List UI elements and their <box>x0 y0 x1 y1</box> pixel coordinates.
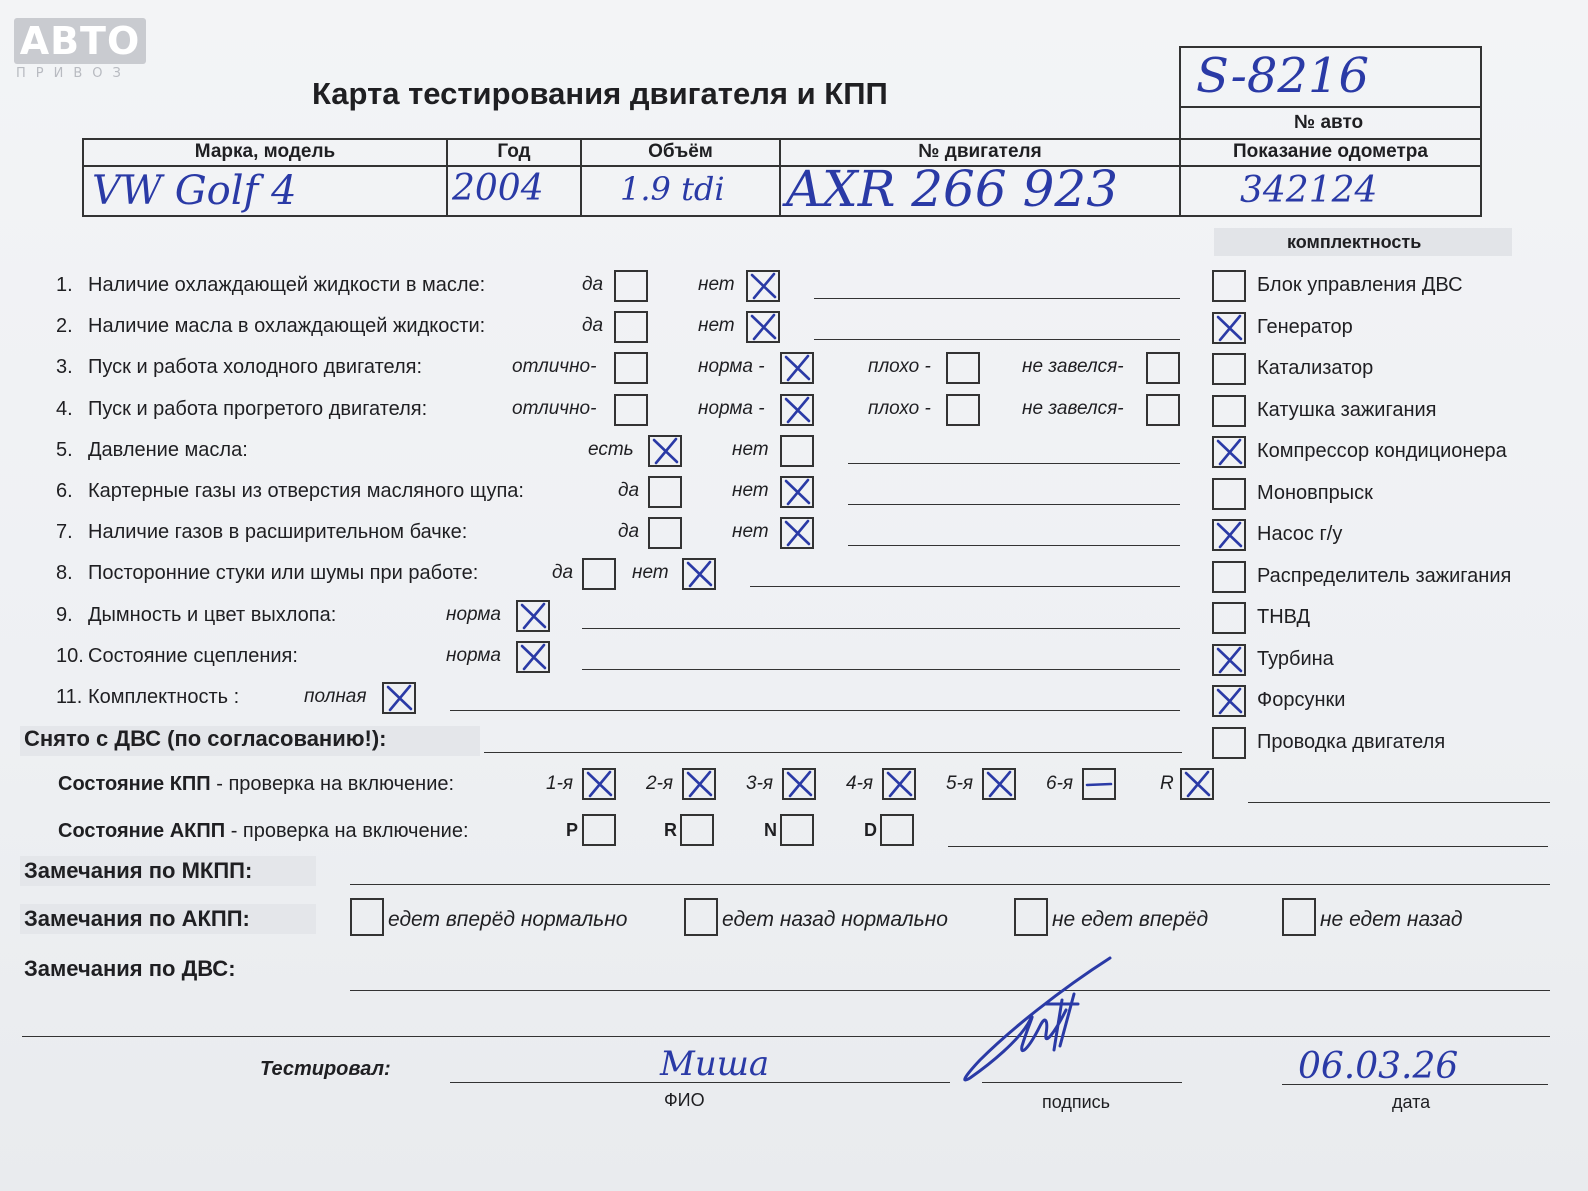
option-checkbox[interactable] <box>648 435 682 467</box>
option-label: да <box>618 480 640 501</box>
question-number: 2. <box>56 315 73 338</box>
completeness-checkbox[interactable] <box>1212 353 1246 385</box>
akpp-mode-checkbox[interactable] <box>880 814 914 846</box>
gear-label: 5-я <box>946 773 974 794</box>
option-label: да <box>582 274 604 295</box>
header-engine-number: № двигателя <box>918 141 1042 162</box>
option-checkbox[interactable] <box>780 435 814 467</box>
option-label: норма - <box>698 356 765 378</box>
completeness-checkbox[interactable] <box>1212 436 1246 468</box>
question-text: Наличие газов в расширительном бачке: <box>88 521 468 544</box>
option-checkbox[interactable] <box>746 311 780 343</box>
completeness-checkbox[interactable] <box>1212 685 1246 717</box>
header-volume: Объём <box>648 141 713 162</box>
check-mark-icon <box>782 396 812 424</box>
fio-value: Миша <box>660 1044 770 1084</box>
check-mark-icon <box>782 478 812 506</box>
option-label: да <box>582 315 604 337</box>
question-number: 3. <box>56 356 73 379</box>
akpp-remark-checkbox[interactable] <box>1014 898 1048 936</box>
option-label: норма - <box>698 397 765 419</box>
auto-number-label: № авто <box>1294 112 1364 133</box>
completeness-item-label: ТНВД <box>1257 606 1311 628</box>
option-checkbox[interactable] <box>780 476 814 508</box>
gear-checkbox[interactable] <box>882 768 916 800</box>
question-number: 10. <box>56 644 84 667</box>
option-label: нет <box>732 438 769 460</box>
answer-line <box>814 339 1180 340</box>
akpp-mode-label: D <box>864 820 877 840</box>
option-checkbox[interactable] <box>780 394 814 426</box>
option-checkbox[interactable] <box>1146 394 1180 426</box>
option-label: нет <box>632 562 669 584</box>
gear-checkbox[interactable] <box>982 768 1016 800</box>
gear-label: 2-я <box>646 773 674 794</box>
check-mark-icon <box>748 272 778 300</box>
question-number: 9. <box>56 603 73 626</box>
akpp-mode-checkbox[interactable] <box>680 814 714 846</box>
question-text: Состояние сцепления: <box>88 644 298 667</box>
akpp-mode-checkbox[interactable] <box>582 814 616 846</box>
removed-label: Снято с ДВС (по согласованию!): <box>24 726 387 751</box>
answer-line <box>814 298 1180 299</box>
option-label: да <box>552 562 574 584</box>
question-number: 4. <box>56 397 73 420</box>
completeness-checkbox[interactable] <box>1212 395 1246 427</box>
volume-value: 1.9 tdi <box>620 170 725 208</box>
option-label: нет <box>732 480 769 501</box>
gear-label: R <box>1160 773 1174 794</box>
akpp-mode-label: P <box>566 820 579 840</box>
completeness-item-label: Проводка двигателя <box>1257 730 1446 753</box>
signature-mark <box>950 950 1130 1090</box>
question-text: Пуск и работа холодного двигателя: <box>88 356 423 379</box>
question-text: Картерные газы из отверстия масляного щупа: <box>88 480 524 502</box>
header-year: Год <box>497 141 531 162</box>
akpp-mode-checkbox[interactable] <box>780 814 814 846</box>
check-mark-icon <box>1182 770 1212 798</box>
option-label: норма <box>446 644 501 666</box>
gear-checkbox[interactable] <box>782 768 816 800</box>
make-model-value: VW Golf 4 <box>92 168 297 214</box>
gear-checkbox[interactable] <box>1180 768 1214 800</box>
akpp-remark-label: не едет назад <box>1320 908 1463 931</box>
option-checkbox[interactable] <box>648 517 682 549</box>
answer-line <box>848 545 1180 546</box>
check-mark-icon <box>1214 521 1244 549</box>
option-checkbox[interactable] <box>614 394 648 426</box>
completeness-checkbox[interactable] <box>1212 727 1246 759</box>
akpp-remark-label: едет вперёд нормально <box>388 908 628 931</box>
completeness-header: комплектность <box>1287 232 1422 252</box>
check-mark-icon <box>684 560 714 588</box>
gear-label: 3-я <box>746 773 774 794</box>
question-text: Посторонние стуки или шумы при работе: <box>88 562 479 585</box>
option-label: норма <box>446 603 501 625</box>
completeness-item-label: Турбина <box>1257 647 1334 670</box>
remarks-dvs-label: Замечания по ДВС: <box>24 956 236 981</box>
option-checkbox[interactable] <box>614 311 648 343</box>
option-checkbox[interactable] <box>582 558 616 590</box>
completeness-checkbox[interactable] <box>1212 561 1246 593</box>
check-mark-icon <box>1214 687 1244 715</box>
option-checkbox[interactable] <box>516 600 550 632</box>
completeness-checkbox[interactable] <box>1212 478 1246 510</box>
option-checkbox[interactable] <box>516 641 550 673</box>
check-mark-icon <box>384 684 414 712</box>
question-number: 5. <box>56 438 73 461</box>
akpp-remark-checkbox[interactable] <box>350 898 384 936</box>
fio-label: ФИО <box>664 1090 705 1110</box>
check-mark-icon <box>650 437 680 465</box>
header-odometer: Показание одометра <box>1233 141 1428 162</box>
akpp-remark-checkbox[interactable] <box>1282 898 1316 936</box>
option-label: плохо - <box>868 397 931 419</box>
completeness-checkbox[interactable] <box>1212 519 1246 551</box>
completeness-checkbox[interactable] <box>1212 270 1246 302</box>
question-text: Дымность и цвет выхлопа: <box>88 603 337 626</box>
check-mark-icon <box>748 313 778 341</box>
check-mark-icon <box>1214 314 1244 342</box>
question-number: 1. <box>56 274 73 296</box>
option-label: нет <box>732 521 769 543</box>
tested-label: Тестировал: <box>260 1058 391 1080</box>
option-checkbox[interactable] <box>946 352 980 384</box>
question-text: Наличие масла в охлаждающей жидкости: <box>88 315 486 338</box>
dash-mark-icon <box>1084 770 1114 798</box>
option-label: есть <box>588 438 634 460</box>
check-mark-icon <box>782 354 812 382</box>
check-mark-icon <box>684 770 714 798</box>
option-label: да <box>618 521 640 543</box>
option-label: нет <box>698 315 735 337</box>
akpp-mode-label: R <box>664 820 677 840</box>
option-checkbox[interactable] <box>946 394 980 426</box>
option-checkbox[interactable] <box>780 517 814 549</box>
check-mark-icon <box>518 643 548 671</box>
question-number: 7. <box>56 521 73 544</box>
option-checkbox[interactable] <box>614 352 648 384</box>
option-checkbox[interactable] <box>648 476 682 508</box>
option-label: не завелся- <box>1022 356 1124 378</box>
option-checkbox[interactable] <box>382 682 416 714</box>
check-mark-icon <box>984 770 1014 798</box>
option-checkbox[interactable] <box>614 270 648 302</box>
option-checkbox[interactable] <box>746 270 780 302</box>
completeness-item-label: Катушка зажигания <box>1257 398 1437 421</box>
answer-line <box>582 669 1180 670</box>
question-text: Комплектность : <box>88 686 240 708</box>
question-text: Давление масла: <box>88 438 248 461</box>
option-checkbox[interactable] <box>1146 352 1180 384</box>
completeness-item-label: Насос г/у <box>1257 523 1343 545</box>
answer-line <box>848 463 1180 464</box>
page-title: Карта тестирования двигателя и КПП <box>312 76 888 111</box>
gear-label: 1-я <box>546 773 574 794</box>
answer-line <box>848 504 1180 505</box>
completeness-item-label: Блок управления ДВС <box>1257 274 1463 296</box>
option-label: не завелся- <box>1022 397 1124 419</box>
date-label: дата <box>1392 1092 1431 1112</box>
check-mark-icon <box>1214 646 1244 674</box>
check-mark-icon <box>782 519 812 547</box>
option-label: нет <box>698 274 735 295</box>
akpp-remark-label: не едет вперёд <box>1052 908 1209 931</box>
question-number: 6. <box>56 480 73 502</box>
option-label: полная <box>304 686 367 707</box>
remarks-mkpp-label: Замечания по МКПП: <box>24 858 253 883</box>
gear-checkbox[interactable] <box>1082 768 1116 800</box>
question-text: Наличие охлаждающей жидкости в масле: <box>88 274 486 296</box>
completeness-checkbox[interactable] <box>1212 602 1246 634</box>
watermark-logo-sub: ПРИВОЗ <box>16 66 131 81</box>
check-mark-icon <box>584 770 614 798</box>
remarks-akpp-label: Замечания по АКПП: <box>24 906 250 931</box>
completeness-checkbox[interactable] <box>1212 312 1246 344</box>
gear-label: 4-я <box>846 773 874 794</box>
check-mark-icon <box>884 770 914 798</box>
gear-label: 6-я <box>1046 773 1074 794</box>
completeness-item-label: Компрессор кондиционера <box>1257 440 1507 462</box>
auto-number-value: S-8216 <box>1196 48 1370 104</box>
answer-line <box>450 710 1180 711</box>
option-label: плохо - <box>868 356 931 378</box>
question-number: 11. <box>56 686 83 708</box>
gear-checkbox[interactable] <box>682 768 716 800</box>
completeness-item-label: Генератор <box>1257 315 1353 338</box>
watermark-logo: АВТО <box>14 18 146 64</box>
year-value: 2004 <box>452 168 544 209</box>
header-make-model: Марка, модель <box>194 141 336 162</box>
engine-number-value: AXR 266 923 <box>786 160 1119 218</box>
question-number: 8. <box>56 562 73 585</box>
completeness-checkbox[interactable] <box>1212 644 1246 676</box>
completeness-item-label: Моновпрыск <box>1257 481 1373 504</box>
kpp-label: Состояние КПП - проверка на включение: <box>58 773 455 795</box>
odometer-value: 342124 <box>1240 170 1378 211</box>
answer-line <box>582 628 1180 629</box>
option-label: отлично- <box>512 356 597 378</box>
completeness-item-label: Форсунки <box>1257 689 1346 711</box>
date-value: 06.03.26 <box>1298 1046 1459 1087</box>
akpp-remark-checkbox[interactable] <box>684 898 718 936</box>
check-mark-icon <box>1214 438 1244 466</box>
akpp-mode-label: N <box>764 820 777 840</box>
option-checkbox[interactable] <box>682 558 716 590</box>
question-text: Пуск и работа прогретого двигателя: <box>88 397 428 420</box>
check-mark-icon <box>784 770 814 798</box>
completeness-item-label: Катализатор <box>1257 357 1374 379</box>
option-checkbox[interactable] <box>780 352 814 384</box>
option-label: отлично- <box>512 397 597 419</box>
check-mark-icon <box>518 602 548 630</box>
answer-line <box>750 586 1180 587</box>
akpp-remark-label: едет назад нормально <box>722 908 948 931</box>
signature-label: подпись <box>1042 1092 1111 1112</box>
gear-checkbox[interactable] <box>582 768 616 800</box>
completeness-item-label: Распределитель зажигания <box>1257 564 1512 587</box>
akpp-label: Состояние АКПП - проверка на включение: <box>58 820 469 842</box>
